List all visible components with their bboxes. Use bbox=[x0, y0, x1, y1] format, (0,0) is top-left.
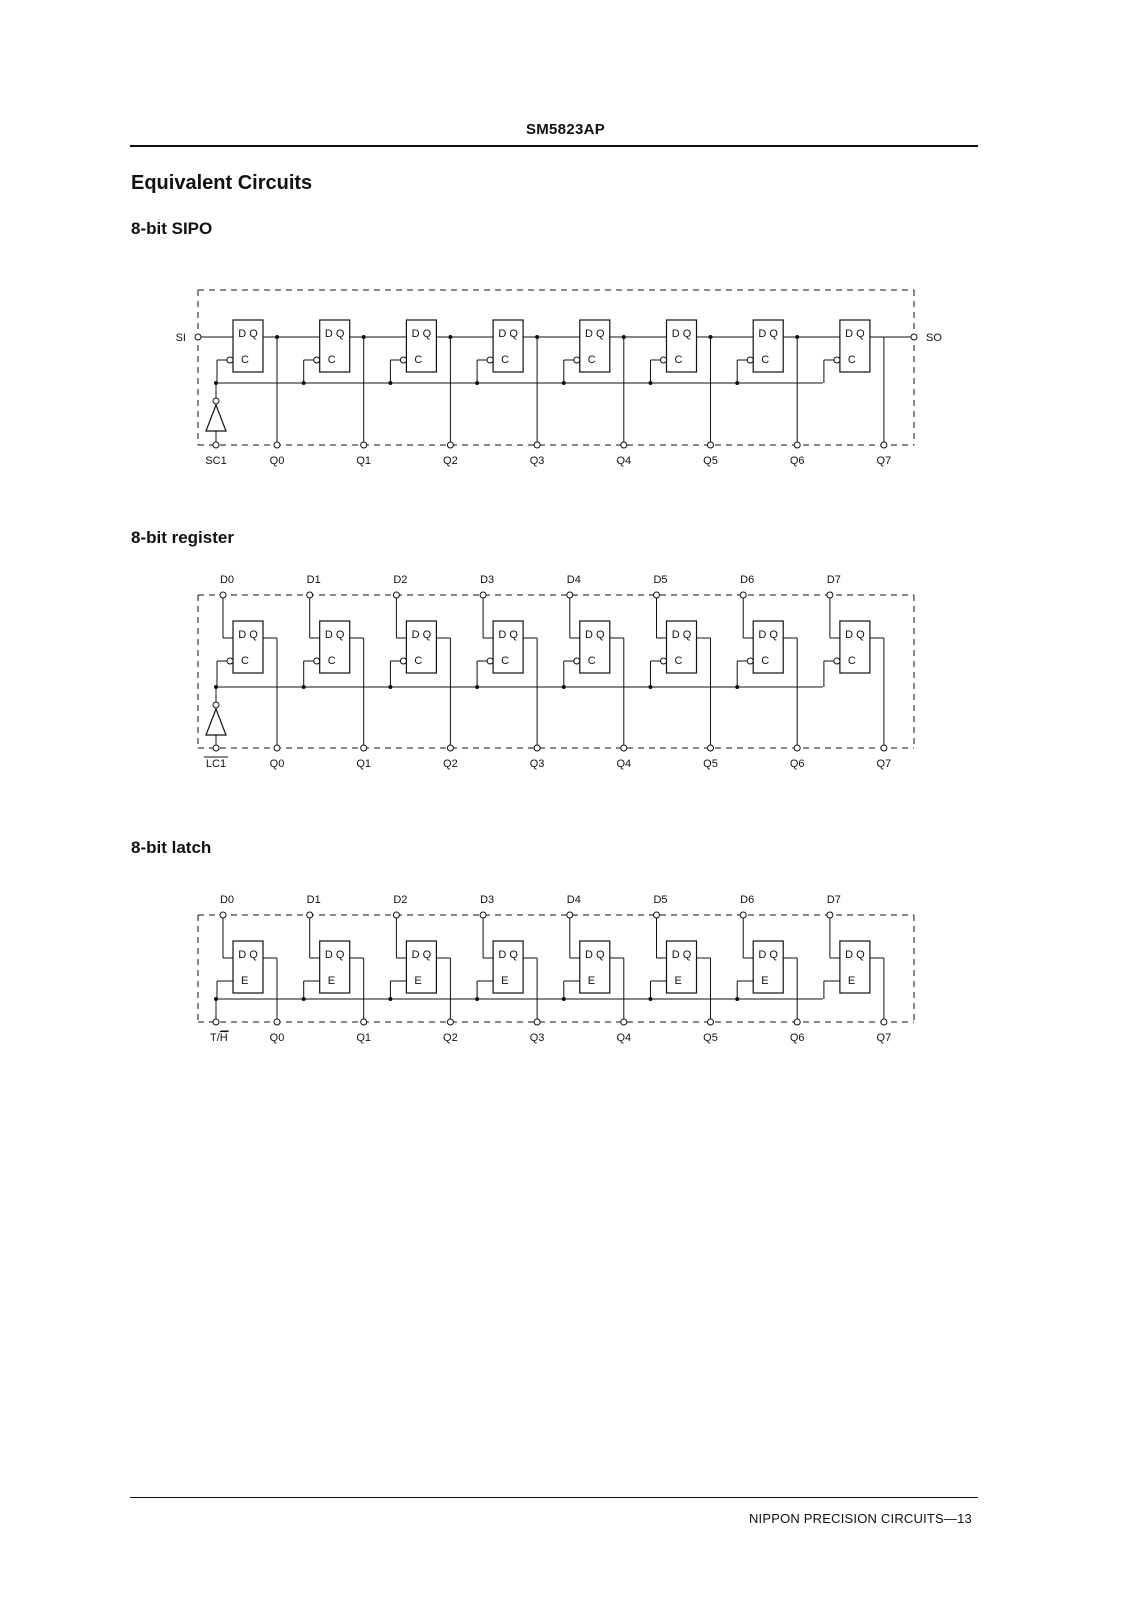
output-label-q1: Q1 bbox=[356, 1032, 372, 1044]
flip-flop-5-dq-label: D Q bbox=[671, 629, 692, 641]
input-pin-3 bbox=[480, 912, 486, 918]
flip-flop-2-dq-label: D Q bbox=[411, 629, 432, 641]
flip-flop-4-e-label: E bbox=[587, 975, 596, 987]
inverter-icon bbox=[206, 405, 226, 431]
diagram-title-sipo: 8-bit SIPO bbox=[131, 219, 213, 238]
input-label-d7: D7 bbox=[826, 895, 841, 906]
flip-flop-6-dq-label: D Q bbox=[758, 328, 778, 340]
flip-flop-4-c-label: C bbox=[587, 655, 596, 667]
ff-3-bus-junction bbox=[475, 381, 479, 385]
input-pin-4 bbox=[567, 912, 573, 918]
ff-1-clock-bubble bbox=[314, 357, 320, 363]
input-label-d0: D0 bbox=[219, 895, 235, 906]
output-pin-0 bbox=[274, 745, 280, 751]
output-pin-6 bbox=[794, 745, 800, 751]
flip-flop-3-dq-label: D Q bbox=[498, 629, 518, 641]
control-label: SC1 bbox=[205, 455, 227, 467]
input-label-d1: D1 bbox=[306, 575, 321, 586]
footer-page-number: 13 bbox=[957, 1511, 972, 1526]
input-pin-7 bbox=[827, 592, 833, 598]
ff-1-bus-junction bbox=[302, 381, 306, 385]
control-label-text: T/ bbox=[210, 1032, 220, 1044]
flip-flop-2-dq-label: D Q bbox=[411, 949, 432, 961]
output-label-q2: Q2 bbox=[443, 758, 458, 770]
output-label-q4: Q4 bbox=[616, 455, 632, 467]
input-pin-2 bbox=[393, 592, 399, 598]
ff-2-bus-junction bbox=[388, 685, 392, 689]
flip-flop-4-c-label: C bbox=[587, 354, 596, 366]
flip-flop-7-c-label: C bbox=[847, 354, 856, 366]
ff-2-q-junction bbox=[448, 335, 452, 339]
output-label-q6: Q6 bbox=[789, 758, 805, 770]
ff-4-bus-junction bbox=[562, 997, 566, 1001]
output-label-q7: Q7 bbox=[876, 758, 892, 770]
serial-in-label: SI bbox=[175, 332, 186, 344]
output-pin-1 bbox=[361, 1019, 367, 1025]
input-pin-0 bbox=[220, 592, 226, 598]
diagram-title-latch: 8-bit latch bbox=[131, 838, 212, 857]
flip-flop-1-dq-label: D Q bbox=[324, 328, 345, 340]
input-label-d4: D4 bbox=[566, 895, 581, 906]
output-label-q1: Q1 bbox=[356, 455, 372, 467]
control-label-overline: H bbox=[219, 1032, 228, 1044]
ff-5-bus-junction bbox=[649, 997, 653, 1001]
output-pin-7 bbox=[881, 442, 887, 448]
output-pin-3 bbox=[534, 745, 540, 751]
sipo-circuit-diagram bbox=[0, 280, 1131, 500]
output-pin-0 bbox=[274, 442, 280, 448]
ff-1-q-junction bbox=[362, 335, 366, 339]
footer-rule bbox=[130, 1497, 978, 1498]
output-label-q3: Q3 bbox=[529, 455, 545, 467]
serial-out-label: SO bbox=[926, 332, 942, 344]
ff-1-bus-junction bbox=[302, 685, 306, 689]
page-footer bbox=[749, 1511, 972, 1526]
input-pin-1 bbox=[307, 592, 313, 598]
latch-circuit-diagram bbox=[0, 895, 1131, 1095]
flip-flop-5-dq-label: D Q bbox=[671, 328, 692, 340]
flip-flop-0-dq-label: D Q bbox=[238, 949, 258, 961]
output-pin-1 bbox=[361, 442, 367, 448]
output-label-q0: Q0 bbox=[269, 758, 285, 770]
ff-2-bus-junction bbox=[388, 997, 392, 1001]
output-pin-5 bbox=[708, 745, 714, 751]
flip-flop-3-dq-label: D Q bbox=[498, 328, 518, 340]
output-label-q0: Q0 bbox=[269, 1032, 285, 1044]
input-pin-4 bbox=[567, 592, 573, 598]
output-pin-0 bbox=[274, 1019, 280, 1025]
input-label-d6: D6 bbox=[740, 575, 755, 586]
footer-dash: — bbox=[943, 1511, 958, 1526]
input-pin-0 bbox=[220, 912, 226, 918]
ff-5-q-junction bbox=[709, 335, 713, 339]
control-label: LC1 bbox=[205, 758, 227, 770]
output-pin-3 bbox=[534, 1019, 540, 1025]
ff-5-bus-junction bbox=[649, 381, 653, 385]
input-label-d7: D7 bbox=[826, 575, 841, 586]
ff-6-bus-junction bbox=[735, 997, 739, 1001]
flip-flop-5-c-label: C bbox=[674, 655, 683, 667]
flip-flop-0-c-label: C bbox=[241, 655, 249, 667]
ff-6-clock-bubble bbox=[747, 357, 753, 363]
flip-flop-5-e-label: E bbox=[674, 975, 682, 987]
flip-flop-7-dq-label: D Q bbox=[845, 629, 865, 641]
input-label-d1: D1 bbox=[306, 895, 321, 906]
control-bus-junction bbox=[214, 685, 218, 689]
flip-flop-4-dq-label: D Q bbox=[585, 629, 605, 641]
ff-6-bus-junction bbox=[735, 685, 739, 689]
input-pin-3 bbox=[480, 592, 486, 598]
ff-3-bus-junction bbox=[475, 997, 479, 1001]
output-pin-2 bbox=[447, 745, 453, 751]
input-pin-6 bbox=[740, 912, 746, 918]
output-label-q4: Q4 bbox=[616, 1032, 632, 1044]
output-label-q0: Q0 bbox=[269, 455, 285, 467]
flip-flop-7-c-label: C bbox=[847, 655, 856, 667]
output-label-q5: Q5 bbox=[703, 1032, 718, 1044]
output-pin-7 bbox=[881, 1019, 887, 1025]
input-label-d6: D6 bbox=[740, 895, 755, 906]
section-title: Equivalent Circuits bbox=[131, 172, 313, 194]
ff-3-bus-junction bbox=[475, 685, 479, 689]
flip-flop-0-dq-label: D Q bbox=[238, 328, 258, 340]
flip-flop-1-c-label: C bbox=[327, 655, 336, 667]
input-pin-7 bbox=[827, 912, 833, 918]
flip-flop-3-c-label: C bbox=[501, 354, 510, 366]
ff-6-clock-bubble bbox=[747, 658, 753, 664]
flip-flop-2-e-label: E bbox=[414, 975, 422, 987]
output-label-q3: Q3 bbox=[529, 1032, 545, 1044]
output-label-q5: Q5 bbox=[703, 455, 718, 467]
output-pin-7 bbox=[881, 745, 887, 751]
output-pin-4 bbox=[621, 442, 627, 448]
input-pin-2 bbox=[393, 912, 399, 918]
control-pin bbox=[213, 745, 219, 751]
flip-flop-6-dq-label: D Q bbox=[758, 949, 778, 961]
ff-4-bus-junction bbox=[562, 685, 566, 689]
input-label-d5: D5 bbox=[653, 895, 668, 906]
flip-flop-2-c-label: C bbox=[414, 655, 423, 667]
flip-flop-1-e-label: E bbox=[327, 975, 336, 987]
ff-4-bus-junction bbox=[562, 381, 566, 385]
ff-0-q-junction bbox=[275, 335, 279, 339]
inverter-bubble bbox=[213, 398, 219, 404]
ff-0-clock-bubble bbox=[227, 357, 233, 363]
flip-flop-6-c-label: C bbox=[761, 354, 770, 366]
input-pin-5 bbox=[654, 592, 660, 598]
control-bus-junction bbox=[214, 997, 218, 1001]
output-label-q3: Q3 bbox=[529, 758, 545, 770]
ff-5-bus-junction bbox=[649, 685, 653, 689]
flip-flop-0-c-label: C bbox=[241, 354, 249, 366]
output-label-q7: Q7 bbox=[876, 455, 892, 467]
input-pin-5 bbox=[654, 912, 660, 918]
flip-flop-2-dq-label: D Q bbox=[411, 328, 432, 340]
output-label-q4: Q4 bbox=[616, 758, 632, 770]
output-pin-4 bbox=[621, 745, 627, 751]
output-pin-6 bbox=[794, 1019, 800, 1025]
output-pin-1 bbox=[361, 745, 367, 751]
inverter-icon bbox=[206, 709, 226, 735]
ff-6-q-junction bbox=[795, 335, 799, 339]
output-label-q2: Q2 bbox=[443, 1032, 458, 1044]
flip-flop-2-c-label: C bbox=[414, 354, 423, 366]
output-label-q6: Q6 bbox=[789, 455, 805, 467]
output-pin-4 bbox=[621, 1019, 627, 1025]
flip-flop-6-e-label: E bbox=[761, 975, 769, 987]
ff-0-clock-bubble bbox=[227, 658, 233, 664]
output-label-q6: Q6 bbox=[789, 1032, 805, 1044]
flip-flop-3-e-label: E bbox=[501, 975, 509, 987]
diagram-title-register: 8-bit register bbox=[131, 528, 234, 547]
serial-out-pin bbox=[911, 334, 917, 340]
ff-2-bus-junction bbox=[388, 381, 392, 385]
ff-5-clock-bubble bbox=[661, 658, 667, 664]
flip-flop-7-e-label: E bbox=[847, 975, 856, 987]
output-label-q5: Q5 bbox=[703, 758, 718, 770]
flip-flop-5-c-label: C bbox=[674, 354, 683, 366]
output-pin-5 bbox=[708, 442, 714, 448]
output-label-q7: Q7 bbox=[876, 1032, 892, 1044]
flip-flop-3-dq-label: D Q bbox=[498, 949, 518, 961]
ff-3-clock-bubble bbox=[487, 658, 493, 664]
output-pin-3 bbox=[534, 442, 540, 448]
ff-3-clock-bubble bbox=[487, 357, 493, 363]
ff-1-bus-junction bbox=[302, 997, 306, 1001]
flip-flop-4-dq-label: D Q bbox=[585, 328, 605, 340]
output-label-q2: Q2 bbox=[443, 455, 458, 467]
ff-2-clock-bubble bbox=[400, 357, 406, 363]
input-label-d4: D4 bbox=[566, 575, 581, 586]
serial-in-pin bbox=[195, 334, 201, 340]
ff-1-clock-bubble bbox=[314, 658, 320, 664]
flip-flop-0-e-label: E bbox=[241, 975, 249, 987]
output-pin-6 bbox=[794, 442, 800, 448]
input-pin-6 bbox=[740, 592, 746, 598]
ff-2-clock-bubble bbox=[400, 658, 406, 664]
input-label-d2: D2 bbox=[393, 575, 408, 586]
control-pin bbox=[213, 442, 219, 448]
flip-flop-6-c-label: C bbox=[761, 655, 770, 667]
flip-flop-7-dq-label: D Q bbox=[845, 328, 865, 340]
ff-7-clock-bubble bbox=[834, 658, 840, 664]
page-header-title: SM5823AP bbox=[525, 121, 606, 138]
flip-flop-6-dq-label: D Q bbox=[758, 629, 778, 641]
input-label-d2: D2 bbox=[393, 895, 408, 906]
ff-7-clock-bubble bbox=[834, 357, 840, 363]
register-circuit-diagram bbox=[0, 575, 1131, 805]
flip-flop-4-dq-label: D Q bbox=[585, 949, 605, 961]
output-label-q1: Q1 bbox=[356, 758, 372, 770]
input-pin-1 bbox=[307, 912, 313, 918]
input-label-d3: D3 bbox=[480, 895, 495, 906]
output-pin-5 bbox=[708, 1019, 714, 1025]
inverter-bubble bbox=[213, 702, 219, 708]
header-rule bbox=[130, 145, 978, 147]
ff-4-clock-bubble bbox=[574, 357, 580, 363]
output-pin-2 bbox=[447, 442, 453, 448]
flip-flop-1-c-label: C bbox=[327, 354, 336, 366]
ff-4-clock-bubble bbox=[574, 658, 580, 664]
control-bus-junction bbox=[214, 381, 218, 385]
ff-3-q-junction bbox=[535, 335, 539, 339]
input-label-d0: D0 bbox=[219, 575, 235, 586]
input-label-d3: D3 bbox=[480, 575, 495, 586]
ff-5-clock-bubble bbox=[661, 357, 667, 363]
flip-flop-1-dq-label: D Q bbox=[324, 629, 345, 641]
footer-company: NIPPON PRECISION CIRCUITS bbox=[748, 1511, 944, 1526]
control-pin bbox=[213, 1019, 219, 1025]
flip-flop-3-c-label: C bbox=[501, 655, 510, 667]
input-label-d5: D5 bbox=[653, 575, 668, 586]
control-label bbox=[210, 1032, 228, 1044]
flip-flop-0-dq-label: D Q bbox=[238, 629, 258, 641]
output-pin-2 bbox=[447, 1019, 453, 1025]
flip-flop-5-dq-label: D Q bbox=[671, 949, 692, 961]
ff-6-bus-junction bbox=[735, 381, 739, 385]
ff-4-q-junction bbox=[622, 335, 626, 339]
flip-flop-1-dq-label: D Q bbox=[324, 949, 345, 961]
flip-flop-7-dq-label: D Q bbox=[845, 949, 865, 961]
